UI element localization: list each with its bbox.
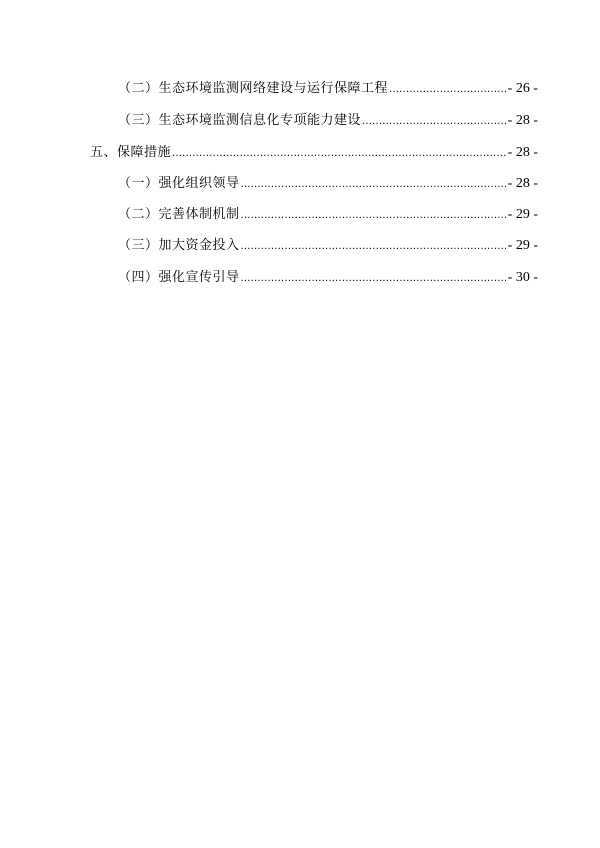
toc-entry-publicity-guidance[interactable] — [118, 268, 538, 288]
toc-page-number: - 28 - — [507, 113, 538, 128]
dot-leader — [362, 112, 506, 132]
toc-entry-funding-investment[interactable] — [118, 236, 538, 256]
toc-entry-title: （三）加大资金投入 — [118, 238, 240, 253]
toc-page-number: - 30 - — [507, 270, 538, 285]
toc-entry-title: （四）强化宣传引导 — [118, 270, 240, 285]
toc-entry-informatization[interactable] — [118, 111, 538, 131]
toc-page-number: - 28 - — [507, 145, 538, 160]
dot-leader — [241, 237, 506, 257]
toc-entry-safeguard-measures[interactable] — [90, 143, 538, 163]
toc-entry-title: （三）生态环境监测信息化专项能力建设 — [118, 113, 362, 128]
toc-entry-title: （二）完善体制机制 — [118, 207, 240, 222]
dot-leader — [172, 144, 506, 164]
toc-entry-monitoring-network[interactable] — [118, 79, 538, 99]
dot-leader — [389, 80, 506, 100]
dot-leader — [241, 175, 506, 195]
toc-page-number: - 28 - — [507, 176, 538, 191]
toc-page-number: - 29 - — [507, 238, 538, 253]
toc-entry-title: 五、保障措施 — [90, 145, 172, 160]
toc-entry-title: （一）强化组织领导 — [118, 176, 240, 191]
dot-leader — [241, 206, 506, 226]
toc-page-number: - 29 - — [507, 207, 538, 222]
toc-entry-title: （二）生态环境监测网络建设与运行保障工程 — [118, 81, 389, 96]
toc-entry-organization-leadership[interactable] — [118, 174, 538, 194]
dot-leader — [241, 269, 506, 289]
toc-entry-institutional-mechanism[interactable] — [118, 205, 538, 225]
toc-page-number: - 26 - — [507, 81, 538, 96]
